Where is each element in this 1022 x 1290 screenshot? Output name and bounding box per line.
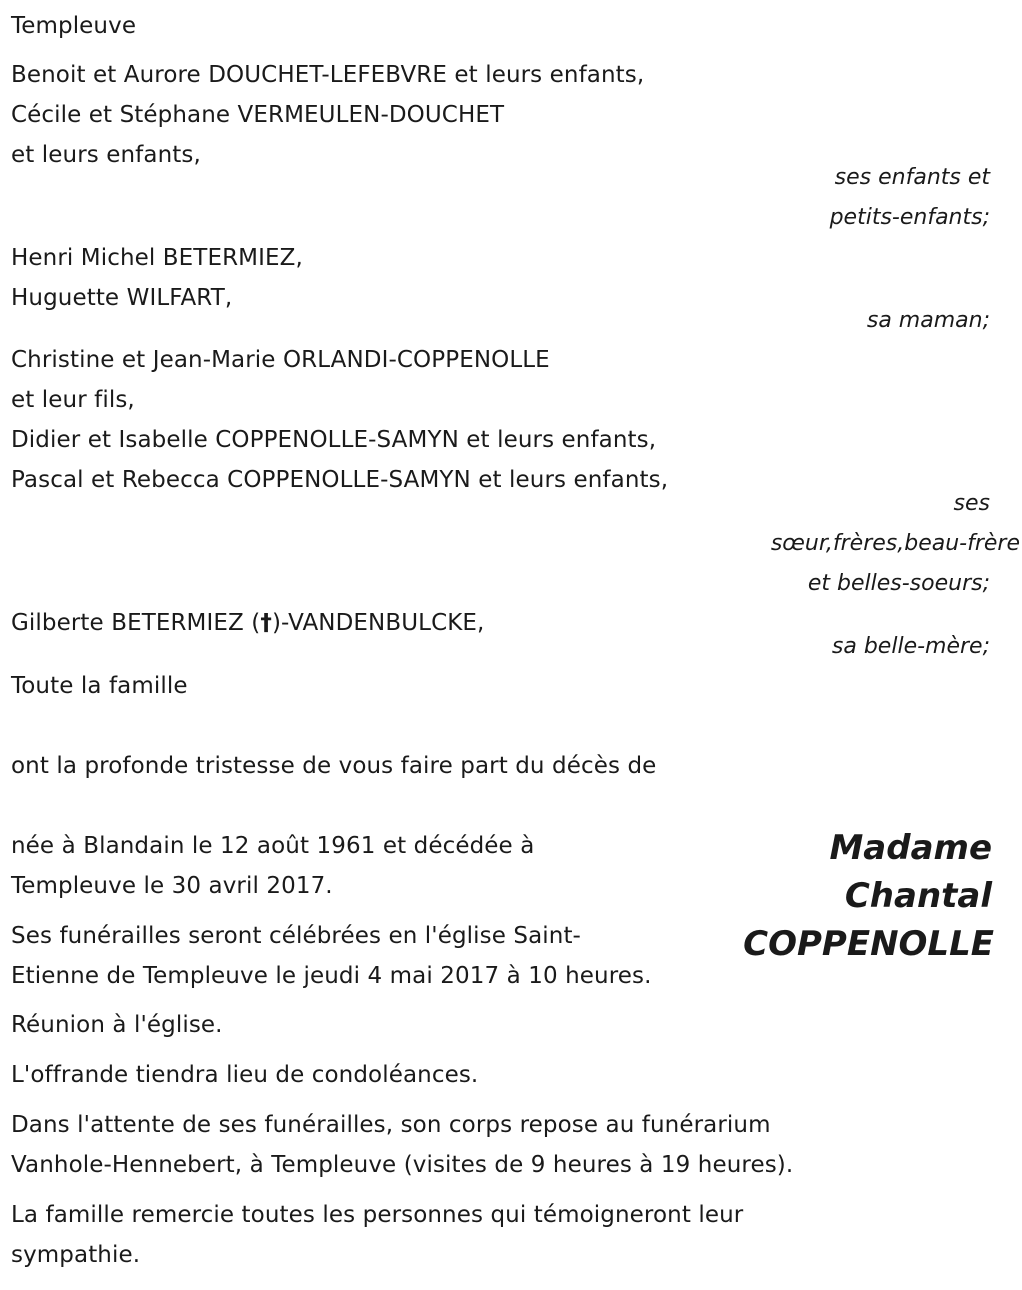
siblings-line-1: Christine et Jean-Marie ORLANDI-COPPENOLLE (11, 347, 550, 373)
deceased-first-name: Chantal (844, 876, 992, 916)
parent-line-2: Huguette WILFART, (11, 285, 233, 311)
place-heading: Templeuve (11, 13, 137, 39)
siblings-role-1: ses (953, 491, 990, 516)
children-line-2: Cécile et Stéphane VERMEULEN-DOUCHET (11, 102, 505, 128)
mother-in-law-line (11, 603, 484, 643)
children-role-2: petits-enfants; (829, 205, 990, 230)
deceased-title: Madame (829, 828, 992, 868)
birth-line-1: née à Blandain le 12 août 1961 et décédée à (11, 833, 535, 859)
meeting-line: Réunion à l'église. (11, 1012, 223, 1038)
siblings-line-3: Didier et Isabelle COPPENOLLE-SAMYN et leurs enfants, (11, 427, 657, 453)
all-family-line: Toute la famille (11, 673, 188, 699)
thanks-line-2: sympathie. (11, 1242, 141, 1268)
deceased-last-name: COPPENOLLE (743, 924, 994, 964)
children-role-1: ses enfants et (834, 165, 990, 190)
birth-line-2: Templeuve le 30 avril 2017. (11, 873, 333, 899)
mother-in-law-name-end: )-VANDENBULCKE, (271, 610, 485, 636)
funeral-line-1: Ses funérailles seront célébrées en l'église Saint- (11, 923, 581, 949)
siblings-line-2: et leur fils, (11, 387, 135, 413)
siblings-role-2: sœur,frères,beau-frère (770, 531, 1020, 556)
children-line-1: Benoit et Aurore DOUCHET-LEFEBVRE et leurs enfants, (11, 62, 645, 88)
parent-line-1: Henri Michel BETERMIEZ, (11, 245, 303, 271)
rest-line-2: Vanhole-Hennebert, à Templeuve (visites de 9 heures à 19 heures). (11, 1152, 794, 1178)
mother-in-law-name-start: Gilberte BETERMIEZ ( (11, 610, 261, 636)
parents-role: sa maman; (866, 308, 990, 333)
mother-in-law-role: sa belle-mère; (831, 634, 990, 659)
children-line-3: et leurs enfants, (11, 142, 201, 168)
offering-line: L'offrande tiendra lieu de condoléances. (11, 1062, 479, 1088)
announcement-intro: ont la profonde tristesse de vous faire part du décès de (11, 753, 657, 779)
siblings-role-3: et belles-soeurs; (807, 571, 990, 596)
thanks-line-1: La famille remercie toutes les personnes qui témoigneront leur (11, 1202, 744, 1228)
rest-line-1: Dans l'attente de ses funérailles, son corps repose au funérarium (11, 1112, 771, 1138)
funeral-line-2: Etienne de Templeuve le jeudi 4 mai 2017 à 10 heures. (11, 963, 652, 989)
siblings-line-4: Pascal et Rebecca COPPENOLLE-SAMYN et leurs enfants, (11, 467, 669, 493)
cross-icon: † (260, 610, 272, 636)
